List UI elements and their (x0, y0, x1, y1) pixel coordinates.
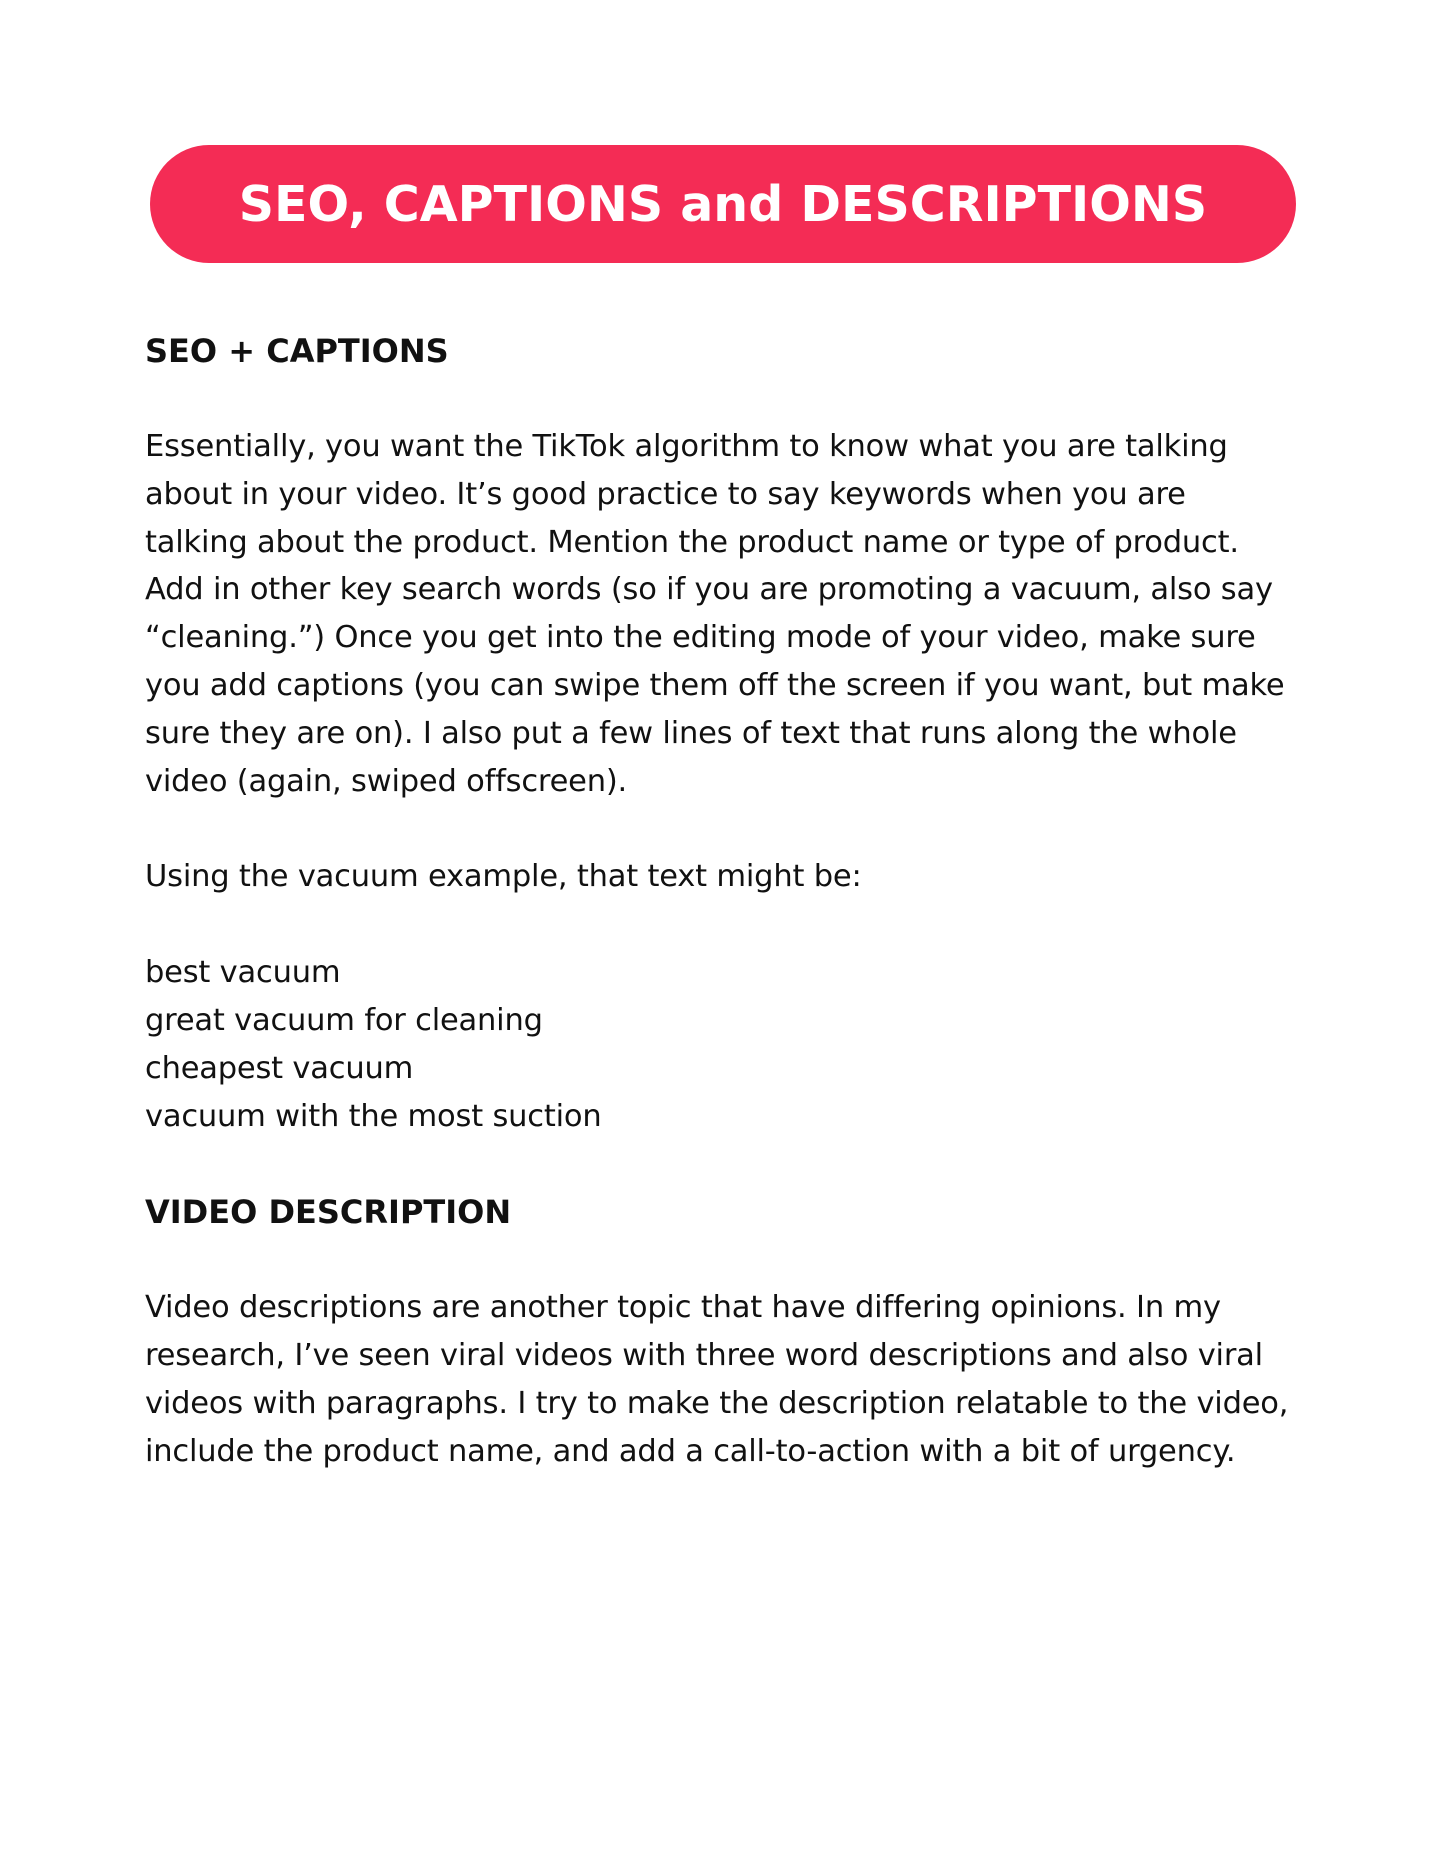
seo-captions-paragraph (145, 423, 1320, 805)
section-heading-video-description: VIDEO DESCRIPTION (145, 1193, 512, 1232)
list-item: cheapest vacuum (145, 1050, 414, 1086)
document-body (145, 327, 1320, 1476)
list-item: great vacuum for cleaning (145, 1002, 543, 1038)
page-title: SEO, CAPTIONS and DESCRIPTIONS (238, 175, 1208, 233)
paragraph-line: you add captions (you can swipe them off the screen if you want, but make (145, 667, 1285, 703)
paragraph-line: Add in other key search words (so if you are promoting a vacuum, also say (145, 572, 1273, 608)
paragraph-line: video (again, swiped offscreen). (145, 763, 628, 799)
title-banner (150, 145, 1296, 263)
paragraph-line: include the product name, and add a call-to-action with a bit of urgency. (145, 1433, 1236, 1469)
example-intro (145, 853, 1320, 901)
paragraph-line: videos with paragraphs. I try to make the description relatable to the video, (145, 1385, 1289, 1421)
example-intro-text: Using the vacuum example, that text might be: (145, 859, 862, 895)
example-list (145, 949, 1320, 1140)
list-item: vacuum with the most suction (145, 1098, 602, 1134)
paragraph-line: “cleaning.”) Once you get into the editing mode of your video, make sure (145, 620, 1256, 656)
paragraph-line: Video descriptions are another topic that have differing opinions. In my (145, 1290, 1221, 1326)
paragraph-line: about in your video. It’s good practice to say keywords when you are (145, 476, 1186, 512)
video-description-paragraph (145, 1284, 1320, 1475)
paragraph-line: talking about the product. Mention the product name or type of product. (145, 524, 1239, 560)
section-heading-seo-captions: SEO + CAPTIONS (145, 332, 449, 370)
list-item: best vacuum (145, 955, 341, 991)
paragraph-line: research, I’ve seen viral videos with three word descriptions and also viral (145, 1338, 1263, 1374)
paragraph-line: Essentially, you want the TikTok algorithm to know what you are talking (145, 429, 1228, 464)
paragraph-line: sure they are on). I also put a few lines of text that runs along the whole (145, 715, 1237, 751)
